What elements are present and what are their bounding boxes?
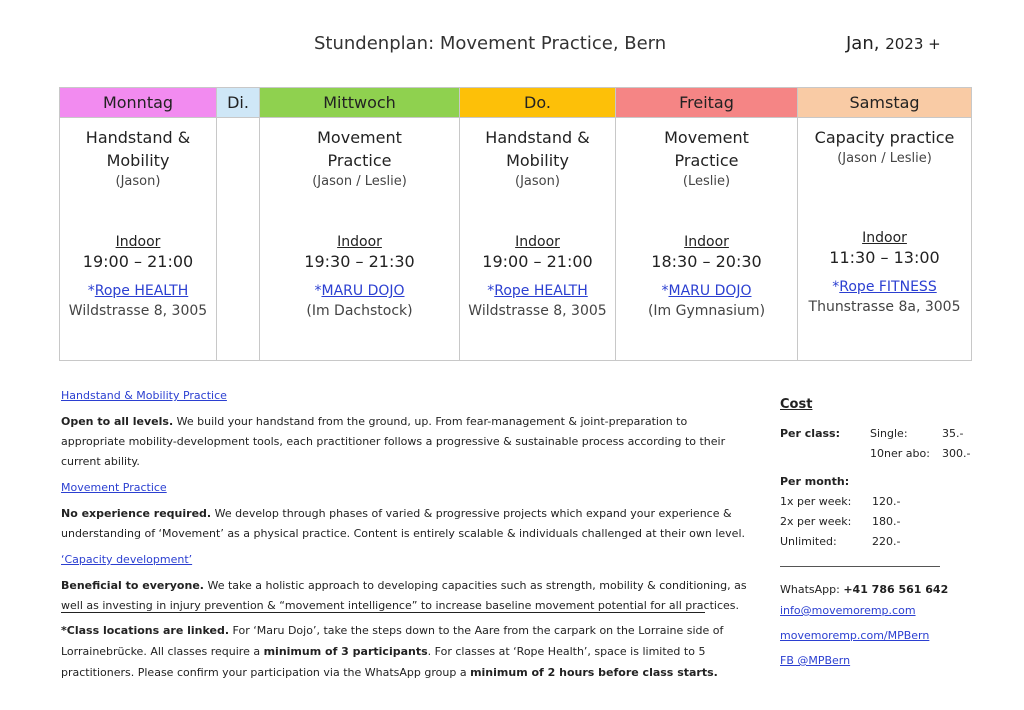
asterisk: * (661, 283, 669, 299)
price-label: 10ner abo: (870, 447, 930, 460)
location-address: Thunstrasse 8a, 3005 (808, 299, 961, 315)
location-link[interactable] (260, 283, 459, 299)
page-title: Stundenplan: Movement Practice, Bern (314, 33, 667, 54)
handstand-mobility-link[interactable]: Handstand & Mobility Practice (61, 389, 227, 402)
class-time: 19:30 – 21:30 (304, 252, 415, 271)
description-lead: No experience required. (61, 507, 212, 520)
cost-title: Cost (780, 397, 813, 412)
location-link-text[interactable]: Rope HEALTH (494, 283, 588, 299)
price-label: Unlimited: (780, 535, 837, 548)
day-header-monday: Monntag (60, 88, 217, 118)
location-link[interactable] (616, 283, 797, 299)
class-descriptions (61, 386, 751, 622)
per-month-text: Per month: (780, 475, 850, 488)
day-header-row (60, 88, 972, 118)
class-cell-tuesday-empty (217, 118, 260, 361)
description-text: We build your handstand from the ground, up. From fear-management & joint-preparation to appropriate mobility-development tools, each practitioner follows a progressive & sustainable process according to their current ability. (61, 415, 726, 468)
day-header-wednesday: Mittwoch (260, 88, 460, 118)
description-text: We take a holistic approach to developing capacities such as strength, mobility & conditioning, as well as investing in injury prevention & “movement intelligence” to increase baseline movement potential for all practices. (61, 579, 747, 612)
class-teacher: (Jason / Leslie) (312, 174, 407, 189)
location-type: Indoor (862, 230, 907, 246)
contact-info (780, 579, 1000, 671)
class-title-line: Handstand & (85, 128, 191, 147)
class-title-line: Mobility (106, 151, 170, 170)
price-row (780, 532, 1000, 552)
location-address: (Im Dachstock) (306, 303, 413, 319)
footnote-bold: minimum of 3 participants (263, 645, 428, 658)
location-type: Indoor (515, 234, 560, 250)
location-link-text[interactable]: MARU DOJO (321, 283, 405, 299)
class-title-line: Handstand & (485, 128, 590, 147)
day-header-thursday: Do. (460, 88, 616, 118)
per-class-label: Per class: (780, 427, 840, 440)
class-row (60, 118, 972, 361)
asterisk: * (87, 283, 95, 299)
location-link-text[interactable]: Rope FITNESS (839, 279, 937, 295)
price-value: 35.- (942, 427, 964, 440)
movement-practice-description (61, 504, 751, 544)
price-value: 300.- (942, 447, 971, 460)
price-row (780, 512, 1000, 532)
class-cell-friday (616, 118, 798, 361)
class-title-line: Practice (327, 151, 392, 170)
divider (61, 612, 705, 613)
whatsapp-label: WhatsApp: (780, 583, 844, 596)
class-location (798, 230, 971, 315)
class-title-line: Movement (317, 128, 402, 147)
class-teacher: (Jason) (115, 174, 161, 189)
class-cell-wednesday (260, 118, 460, 361)
class-title: Capacity practice (814, 128, 955, 147)
class-title-line: Practice (674, 151, 739, 170)
footnote-bold: *Class locations are linked. (61, 624, 230, 637)
description-text: We develop through phases of varied & progressive projects which expand your experience & understanding of ‘Movement’ as a physical practice. Content is entirely scalable & individuals challenged at their own level. (61, 507, 746, 540)
footnote (61, 620, 751, 683)
footnote-text: . For classes at ‘Rope Health’, space is limited to 5 practitioners. Please confirm your participation via the WhatsApp group a (61, 645, 706, 679)
asterisk: * (832, 279, 840, 295)
price-value: 180.- (872, 515, 901, 528)
whatsapp-number: +41 786 561 642 (843, 583, 949, 596)
class-location (60, 234, 216, 319)
price-label: 1x per week: (780, 495, 852, 508)
class-title (60, 126, 216, 172)
location-address: Wildstrasse 8, 3005 (68, 303, 208, 319)
class-title-line: Movement (664, 128, 749, 147)
email-link[interactable]: info@movemoremp.com (780, 604, 916, 617)
location-address: Wildstrasse 8, 3005 (468, 303, 607, 319)
class-time: 19:00 – 21:00 (82, 252, 194, 271)
class-time: 19:00 – 21:00 (482, 252, 593, 271)
price-value: 220.- (872, 535, 901, 548)
class-teacher: (Jason / Leslie) (837, 151, 932, 166)
class-title-line: Mobility (506, 151, 569, 170)
class-location (260, 234, 459, 319)
schedule-table (59, 87, 972, 361)
per-month-label (780, 472, 1000, 492)
class-location (460, 234, 615, 319)
day-header-saturday: Samstag (798, 88, 972, 118)
website-link[interactable]: movemoremp.com/MPBern (780, 629, 930, 642)
location-link[interactable] (798, 279, 971, 295)
location-address: (Im Gymnasium) (647, 303, 766, 319)
location-type: Indoor (115, 234, 161, 250)
day-header-friday: Freitag (616, 88, 798, 118)
footnote-bold: minimum of 2 hours before class starts. (470, 666, 718, 679)
location-link-text[interactable]: MARU DOJO (668, 283, 752, 299)
year-label: 2023 + (885, 35, 941, 53)
location-link-text[interactable]: Rope HEALTH (94, 283, 189, 299)
class-cell-saturday (798, 118, 972, 361)
cost-panel (780, 397, 1000, 671)
class-location (616, 234, 797, 319)
price-value: 120.- (872, 495, 901, 508)
price-label: 2x per week: (780, 515, 852, 528)
class-cell-thursday (460, 118, 616, 361)
handstand-mobility-description (61, 412, 751, 472)
whatsapp-line (780, 579, 1000, 600)
contact-divider (780, 566, 940, 567)
price-label: Single: (870, 427, 908, 440)
movement-practice-link[interactable]: Movement Practice (61, 481, 167, 494)
class-time: 11:30 – 13:00 (829, 248, 940, 267)
price-row (780, 444, 1000, 464)
class-title (616, 126, 797, 172)
facebook-link[interactable]: FB @MPBern (780, 654, 851, 667)
asterisk: * (487, 283, 495, 299)
day-header-tuesday: Di. (217, 88, 260, 118)
class-time: 18:30 – 20:30 (651, 252, 762, 271)
price-row (780, 424, 1000, 444)
location-link[interactable] (60, 283, 216, 299)
asterisk: * (314, 283, 322, 299)
price-row (780, 492, 1000, 512)
footnote-text: For ‘Maru Dojo’, take the steps down to the Aare from the carpark on the Lorraine side of Lorrainebrücke. All classes require a (61, 624, 724, 658)
class-cell-monday (60, 118, 217, 361)
description-lead: Beneficial to everyone. (61, 579, 204, 592)
capacity-development-description (61, 576, 751, 616)
location-type: Indoor (684, 234, 729, 250)
capacity-development-link[interactable]: ‘Capacity development’ (61, 553, 193, 566)
date-label (846, 33, 941, 54)
class-title (460, 126, 615, 172)
description-lead: Open to all levels. (61, 415, 174, 428)
class-teacher: (Jason) (515, 174, 560, 189)
class-teacher: (Leslie) (682, 174, 731, 189)
location-type: Indoor (337, 234, 382, 250)
class-title (260, 126, 459, 172)
location-link[interactable] (460, 283, 615, 299)
month-label: Jan, (846, 33, 880, 54)
